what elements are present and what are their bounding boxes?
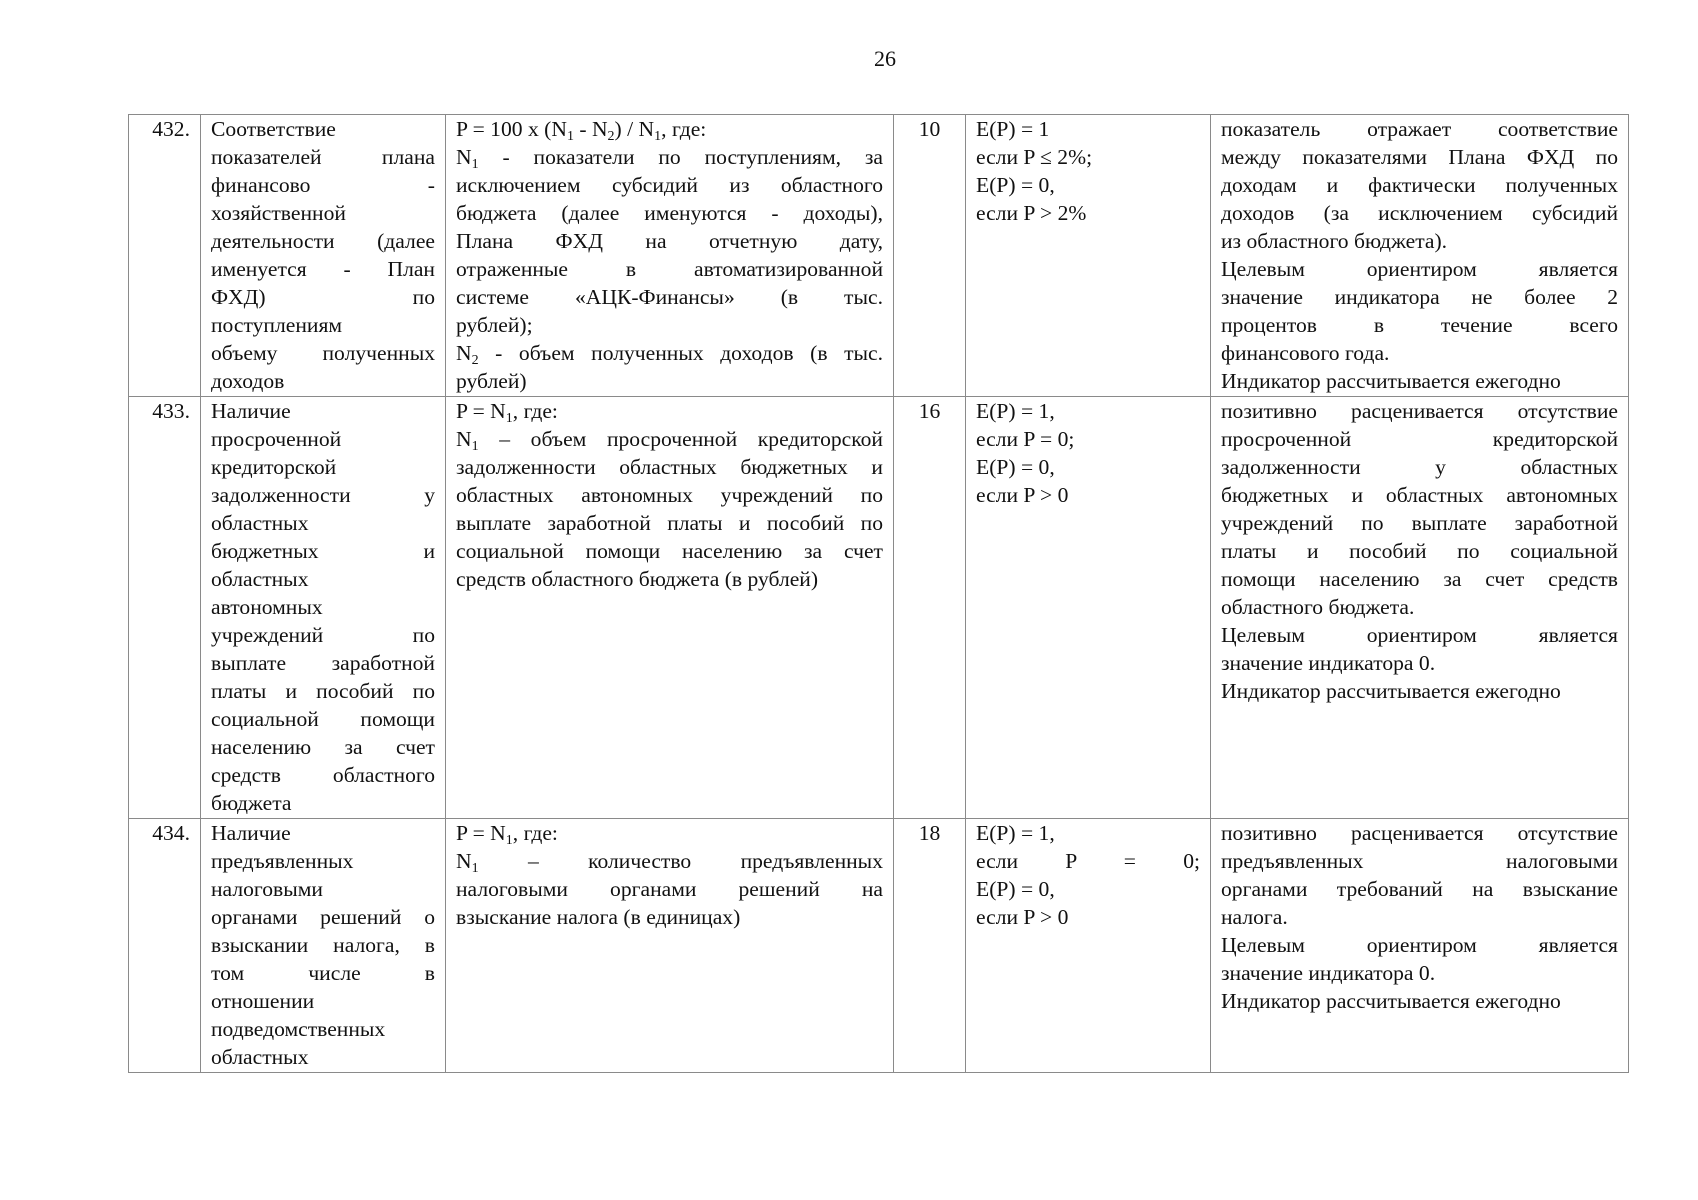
text-line: показатель отражает соответствие: [1221, 117, 1618, 141]
indicator-name: [201, 115, 446, 397]
text-line: областного бюджета.: [1221, 595, 1415, 619]
text-line: значение индикатора 0.: [1221, 651, 1436, 675]
text-line: налоговыми: [211, 877, 323, 901]
text-line: хозяйственной: [211, 201, 346, 225]
text-line: деятельности (далее: [211, 229, 435, 253]
indicator-name: [201, 397, 446, 819]
text-line: E(P) = 0,: [976, 455, 1055, 479]
row-number: 434.: [129, 819, 201, 1073]
text-line: рублей);: [456, 313, 533, 337]
text-line: просроченной кредиторской: [1221, 427, 1618, 451]
text-line: Наличие: [211, 821, 291, 845]
weight-value: 16: [894, 397, 966, 819]
comment-cell: [1211, 115, 1629, 397]
weight-value: 18: [894, 819, 966, 1073]
text-line: органами требований на взыскание: [1221, 877, 1618, 901]
indicators-table: [128, 114, 1629, 1073]
text-line: Индикатор рассчитывается ежегодно: [1221, 679, 1561, 703]
text-line: том числе в: [211, 961, 435, 985]
formula-line: $P = N_1$, где:: [456, 399, 558, 426]
text-line: E(P) = 1,: [976, 821, 1055, 845]
text-line: выплате заработной: [211, 651, 435, 675]
text-line: Индикатор рассчитывается ежегодно: [1221, 989, 1561, 1013]
text-line: социальной помощи: [211, 707, 435, 731]
text-line: доходов (за исключением субсидий: [1221, 201, 1618, 225]
text-line: кредиторской: [211, 455, 337, 479]
text-line: налога.: [1221, 905, 1288, 929]
text-line: если P > 0: [976, 905, 1069, 929]
formula-cell: [446, 115, 894, 397]
text-line: Индикатор рассчитывается ежегодно: [1221, 369, 1561, 393]
text-line: взыскании налога, в: [211, 933, 435, 957]
table-row: [129, 819, 1629, 1073]
text-line: значение индикатора не более 2: [1221, 285, 1618, 309]
text-line: ФХД) по: [211, 285, 435, 309]
evaluation-cell: [966, 115, 1211, 397]
text-line: системе «АЦК-Финансы» (в тыс.: [456, 285, 883, 309]
text-line: задолженности у областных: [1221, 455, 1618, 479]
text-line: если P = 0;: [976, 849, 1200, 873]
formula-line: $N_1$ – количество предъявленных: [456, 849, 883, 876]
text-line: рублей): [456, 369, 527, 393]
text-line: E(P) = 1: [976, 117, 1050, 141]
text-line: процентов в течение всего: [1221, 313, 1618, 337]
text-line: Соответствие: [211, 117, 336, 141]
evaluation-cell: [966, 397, 1211, 819]
text-line: автономных: [211, 595, 323, 619]
text-line: просроченной: [211, 427, 342, 451]
text-line: социальной помощи населению за счет: [456, 539, 883, 563]
formula-line: $N_2$ - объем полученных доходов (в тыс.: [456, 341, 883, 368]
text-line: органами решений о: [211, 905, 435, 929]
text-line: позитивно расценивается отсутствие: [1221, 821, 1618, 845]
text-line: помощи населению за счет средств: [1221, 567, 1618, 591]
text-line: поступлениям: [211, 313, 343, 337]
text-line: областных автономных учреждений по: [456, 483, 883, 507]
text-line: подведомственных: [211, 1017, 386, 1041]
table-row: [129, 397, 1629, 819]
text-line: между показателями Плана ФХД по: [1221, 145, 1618, 169]
text-line: E(P) = 0,: [976, 173, 1055, 197]
text-line: Целевым ориентиром является: [1221, 257, 1618, 281]
text-line: областных: [211, 1045, 309, 1069]
formula-line: $N_1$ - показатели по поступлениям, за: [456, 145, 883, 172]
text-line: если P > 2%: [976, 201, 1087, 225]
text-line: бюджета (далее именуются - доходы),: [456, 201, 883, 225]
text-line: взыскание налога (в единицах): [456, 905, 741, 929]
indicator-name: [201, 819, 446, 1073]
weight-value: 10: [894, 115, 966, 397]
text-line: Целевым ориентиром является: [1221, 623, 1618, 647]
text-line: исключением субсидий из областного: [456, 173, 883, 197]
text-line: бюджета: [211, 791, 292, 815]
text-line: если P = 0;: [976, 427, 1075, 451]
text-line: Плана ФХД на отчетную дату,: [456, 229, 883, 253]
text-line: из областного бюджета).: [1221, 229, 1448, 253]
text-line: учреждений по: [211, 623, 435, 647]
text-line: если P ≤ 2%;: [976, 145, 1093, 169]
text-line: значение индикатора 0.: [1221, 961, 1436, 985]
text-line: отношении: [211, 989, 315, 1013]
text-line: налоговыми органами решений на: [456, 877, 883, 901]
text-line: учреждений по выплате заработной: [1221, 511, 1618, 535]
text-line: финансового года.: [1221, 341, 1390, 365]
text-line: объему полученных: [211, 341, 435, 365]
formula-cell: [446, 819, 894, 1073]
page-number: 26: [874, 46, 896, 71]
text-line: E(P) = 0,: [976, 877, 1055, 901]
text-line: задолженности у: [211, 483, 435, 507]
text-line: позитивно расценивается отсутствие: [1221, 399, 1618, 423]
comment-cell: [1211, 397, 1629, 819]
text-line: платы и пособий по социальной: [1221, 539, 1618, 563]
formula-cell: [446, 397, 894, 819]
text-line: предъявленных: [211, 849, 354, 873]
text-line: E(P) = 1,: [976, 399, 1055, 423]
text-line: бюджетных и: [211, 539, 435, 563]
text-line: платы и пособий по: [211, 679, 435, 703]
formula-line: $P = N_1$, где:: [456, 821, 558, 848]
formula-line: P = 100 x $(N_1 - N_2) / N_1$, где:: [456, 117, 707, 144]
text-line: Наличие: [211, 399, 291, 423]
text-line: областных: [211, 511, 309, 535]
evaluation-cell: [966, 819, 1211, 1073]
text-line: областных: [211, 567, 309, 591]
row-number: 433.: [129, 397, 201, 819]
text-line: населению за счет: [211, 735, 435, 759]
comment-cell: [1211, 819, 1629, 1073]
text-line: отраженные в автоматизированной: [456, 257, 883, 281]
text-line: средств областного: [211, 763, 435, 787]
text-line: именуется - План: [211, 257, 435, 281]
formula-line: $N_1$ – объем просроченной кредиторской: [456, 427, 883, 454]
row-number: 432.: [129, 115, 201, 397]
text-line: бюджетных и областных автономных: [1221, 483, 1618, 507]
text-line: выплате заработной платы и пособий по: [456, 511, 883, 535]
text-line: показателей плана: [211, 145, 435, 169]
text-line: финансово -: [211, 173, 435, 197]
text-line: доходам и фактически полученных: [1221, 173, 1618, 197]
text-line: доходов: [211, 369, 285, 393]
text-line: задолженности областных бюджетных и: [456, 455, 883, 479]
text-line: Целевым ориентиром является: [1221, 933, 1618, 957]
text-line: предъявленных налоговыми: [1221, 849, 1618, 873]
text-line: если P > 0: [976, 483, 1069, 507]
text-line: средств областного бюджета (в рублей): [456, 567, 819, 591]
table-row: [129, 115, 1629, 397]
